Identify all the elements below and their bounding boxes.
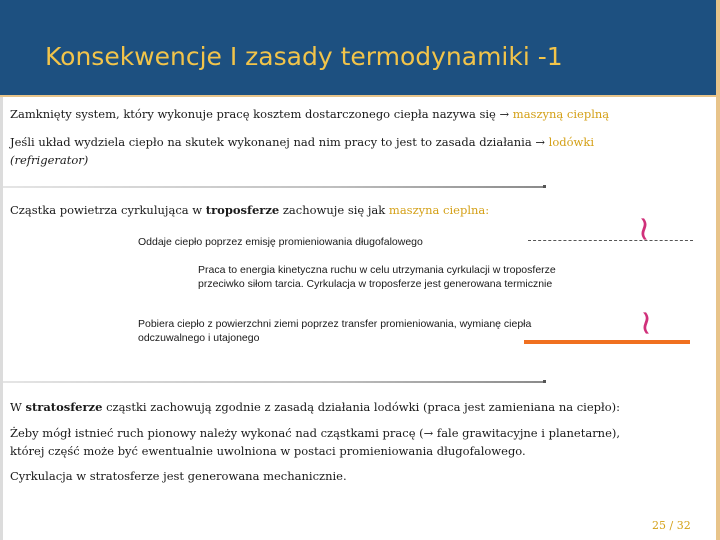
- absorbs-text-2: odczuwalnego i utajonego: [138, 332, 260, 344]
- dashed-line: [528, 240, 693, 241]
- header-rule: [0, 95, 720, 97]
- strato-term-bold: stratosferze: [25, 400, 103, 414]
- intro-line-2: [10, 133, 594, 151]
- section-divider: [3, 186, 545, 188]
- right-border: [716, 0, 720, 540]
- strato-text-post: cząstki zachowują zgodnie z zasadą działania lodówki (praca jest zamieniana na ciepło):: [102, 400, 621, 414]
- surface-line: [524, 340, 690, 344]
- emits-text: Oddaje ciepło poprzez emisję promieniowania długofalowego: [138, 236, 423, 248]
- absorbs-text-1: Pobiera ciepło z powierzchni ziemi poprzez transfer promieniowania, wymianę ciepła: [138, 318, 532, 330]
- wave-arrow-icon: ~: [624, 214, 665, 244]
- divider-cap: [543, 380, 546, 383]
- page-number: 25 / 32: [652, 519, 691, 532]
- work-text-1: Praca to energia kinetyczna ruchu w celu utrzymania cyrkulacji w troposferze: [198, 264, 556, 276]
- tropo-term-engine: maszyna cieplna:: [388, 203, 490, 217]
- intro-text-1: Zamknięty system, który wykonuje pracę kosztem dostarczonego ciepła nazywa się: [10, 107, 500, 121]
- work-text-2: przeciwko siłom tarcia. Cyrkulacja w troposferze jest generowana termicznie: [198, 278, 553, 290]
- tropo-text-mid: zachowuje się jak: [279, 203, 389, 217]
- stratosphere-line-3: której część może być ewentualnie uwolniona w postaci promieniowania długofalowego.: [10, 444, 526, 458]
- intro-line-1: [10, 105, 609, 123]
- tropo-text-pre: Cząstka powietrza cyrkulująca w: [10, 203, 206, 217]
- strato-text-pre: W: [10, 400, 26, 414]
- intro-line-3: (refrigerator): [10, 153, 89, 167]
- section-divider: [3, 381, 545, 383]
- tropo-term-bold: troposferze: [205, 203, 280, 217]
- wave-arrow-icon: ~: [626, 308, 667, 338]
- divider-cap: [543, 185, 546, 188]
- stratosphere-line-4: Cyrkulacja w stratosferze jest generowana mechanicznie.: [10, 469, 347, 483]
- left-border: [0, 97, 3, 540]
- term-refrigerator: lodówki: [548, 135, 595, 149]
- stratosphere-line-1: [10, 398, 620, 416]
- troposphere-heading: [10, 201, 489, 219]
- arrow-icon: →: [535, 135, 546, 149]
- stratosphere-line-2: Żeby mógł istnieć ruch pionowy należy wykonać nad cząstkami pracę (→ fale grawitacyjne i planetarne),: [10, 426, 621, 440]
- slide-title: Konsekwencje I zasady termodynamiki -1: [45, 42, 563, 71]
- intro-text-2: Jeśli układ wydziela ciepło na skutek wykonanej nad nim pracy to jest to zasada działania: [10, 135, 536, 149]
- arrow-icon: →: [499, 107, 510, 121]
- term-heat-engine: maszyną cieplną: [512, 107, 610, 121]
